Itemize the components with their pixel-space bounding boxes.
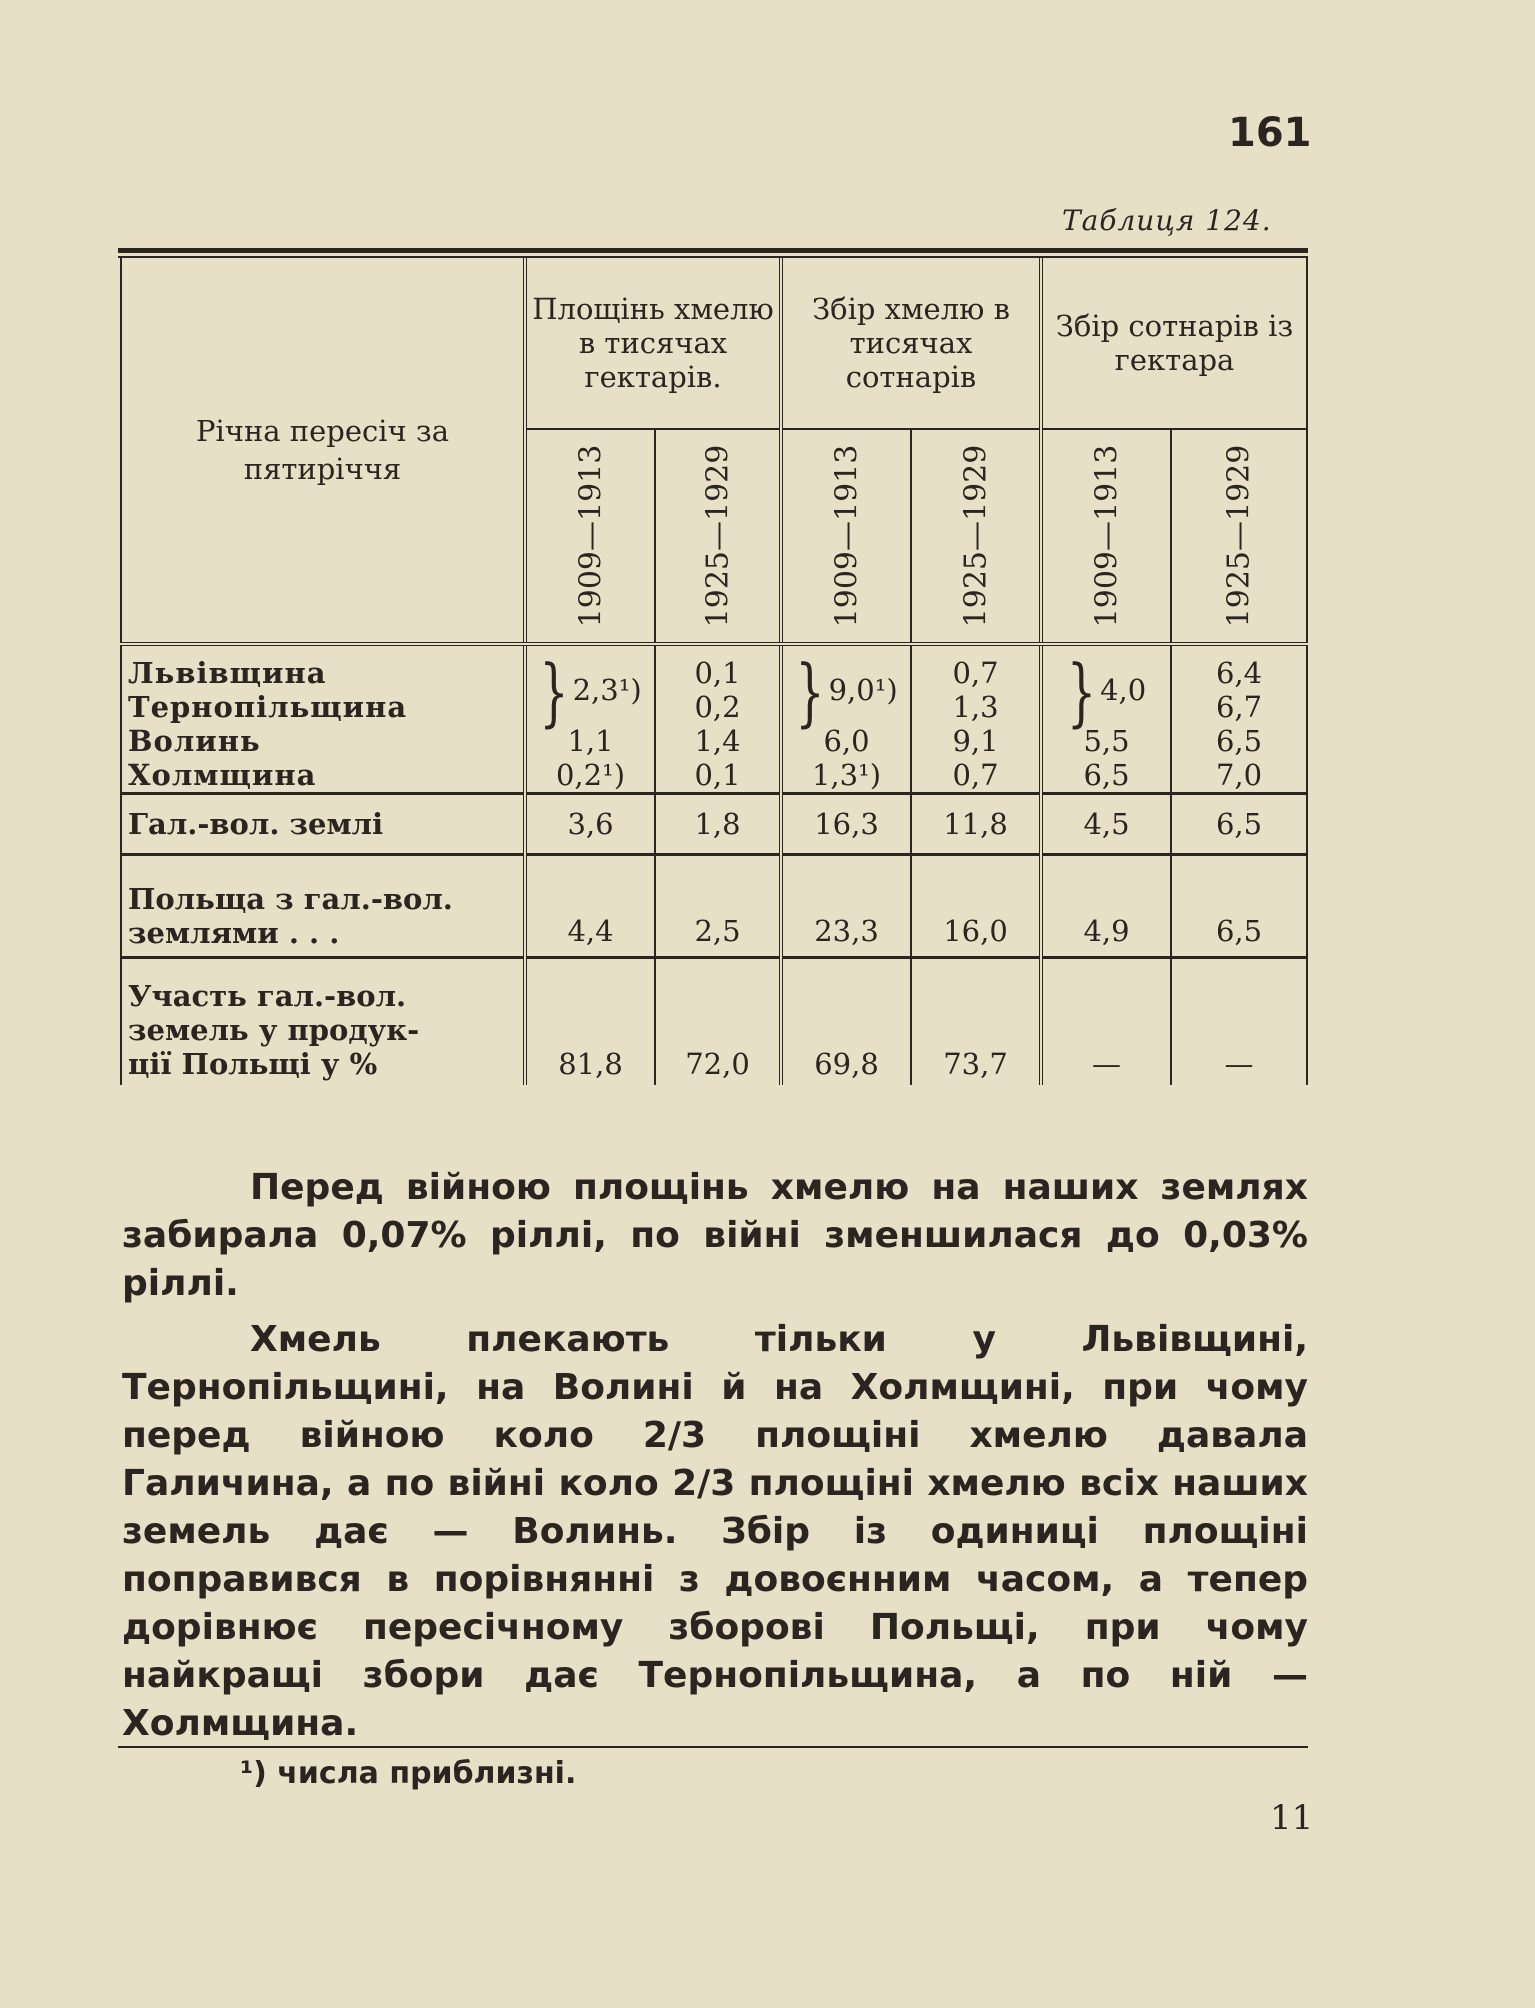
cell: 4,4 [525, 855, 655, 958]
year-header: 1909—1913 [525, 429, 655, 644]
cell: 6,7 [1171, 690, 1307, 724]
cell: 1,4 [655, 724, 781, 758]
cell: 6,5 [1041, 758, 1171, 794]
cell: 4,9 [1041, 855, 1171, 958]
table-row-total [121, 794, 1307, 855]
cell: 0,7 [911, 758, 1041, 794]
year-header: 1925—1929 [655, 429, 781, 644]
row-name: Гал.-вол. землі [121, 794, 525, 855]
region-name: Волинь [121, 724, 525, 758]
cell: 6,5 [1171, 724, 1307, 758]
top-rule [118, 248, 1308, 253]
cell: 1,3 [911, 690, 1041, 724]
table-row-poland [121, 855, 1307, 958]
cell: 72,0 [655, 958, 781, 1086]
cell: 6,5 [1171, 794, 1307, 855]
table-label: Таблиця 124. [1062, 204, 1272, 237]
signature-mark: 11 [1270, 1798, 1314, 1838]
footnote-rule [118, 1746, 1308, 1748]
hop-statistics-table [120, 258, 1308, 1085]
region-name: Львівщина [121, 644, 525, 690]
cell: 4,5 [1041, 794, 1171, 855]
paragraph: Хмель плекають тільки у Львівщині, Тернопільщині, на Волині й на Холмщині, при чому перед війною коло 2/3 площіні хмелю давала Галичина, а по війні коло 2/3 площіні хмелю всіх наших земель дає — Волинь. Збір із одиниці площіні поправився в порівнянні з довоєнним часом, а тепер дорівнює пересічному зборові Польщі, при чому найкращі збори дає Тернопільщина, а по ній — Холмщина. [122, 1319, 1308, 1744]
cell: 3,6 [525, 794, 655, 855]
cell: 0,1 [655, 644, 781, 690]
cell: 23,3 [781, 855, 911, 958]
page-number: 161 [1228, 110, 1312, 156]
cell: 0,2¹) [525, 758, 655, 794]
cell: — [1171, 958, 1307, 1086]
body-text [122, 1164, 1308, 1756]
row-header: Річна пересіч за пятиріччя [121, 258, 525, 644]
table-row [121, 644, 1307, 690]
table-row [121, 724, 1307, 758]
cell: 2,5 [655, 855, 781, 958]
year-header: 1925—1929 [1171, 429, 1307, 644]
cell: 6,0 [781, 724, 911, 758]
cell: 5,5 [1041, 724, 1171, 758]
cell: 11,8 [911, 794, 1041, 855]
cell: — [1041, 958, 1171, 1086]
cell: 6,4 [1171, 644, 1307, 690]
table-row [121, 758, 1307, 794]
cell: 16,0 [911, 855, 1041, 958]
cell: 1,8 [655, 794, 781, 855]
brace-cell: } 2,3¹) [525, 644, 655, 724]
region-name: Тернопільщина [121, 690, 525, 724]
brace-cell: } 9,0¹) [781, 644, 911, 724]
cell: 0,7 [911, 644, 1041, 690]
brace-cell: } 4,0 [1041, 644, 1171, 724]
year-header: 1925—1929 [911, 429, 1041, 644]
group-header-area: Площінь хмелю в тисячах гектарів. [525, 258, 781, 429]
cell: 9,1 [911, 724, 1041, 758]
cell: 1,1 [525, 724, 655, 758]
row-name: Польща з гал.-вол. землями . . . [121, 855, 525, 958]
year-header: 1909—1913 [1041, 429, 1171, 644]
year-header: 1909—1913 [781, 429, 911, 644]
cell: 73,7 [911, 958, 1041, 1086]
table-row-share [121, 958, 1307, 1086]
group-header-yield: Збір хмелю в тисячах сотнарів [781, 258, 1041, 429]
row-name: Участь гал.-вол. земель у продук- ції Польщі у % [121, 958, 525, 1086]
cell: 6,5 [1171, 855, 1307, 958]
cell: 81,8 [525, 958, 655, 1086]
cell: 7,0 [1171, 758, 1307, 794]
group-header-per-hectare: Збір сотнарів із гектара [1041, 258, 1307, 429]
footnote: ¹) числа приблизні. [240, 1756, 577, 1791]
cell: 1,3¹) [781, 758, 911, 794]
paragraph: Перед війною площінь хмелю на наших землях забирала 0,07% ріллі, по війні зменшилася до 0,03% ріллі. [122, 1167, 1308, 1304]
region-name: Холмщина [121, 758, 525, 794]
cell: 69,8 [781, 958, 911, 1086]
cell: 0,2 [655, 690, 781, 724]
cell: 16,3 [781, 794, 911, 855]
cell: 0,1 [655, 758, 781, 794]
